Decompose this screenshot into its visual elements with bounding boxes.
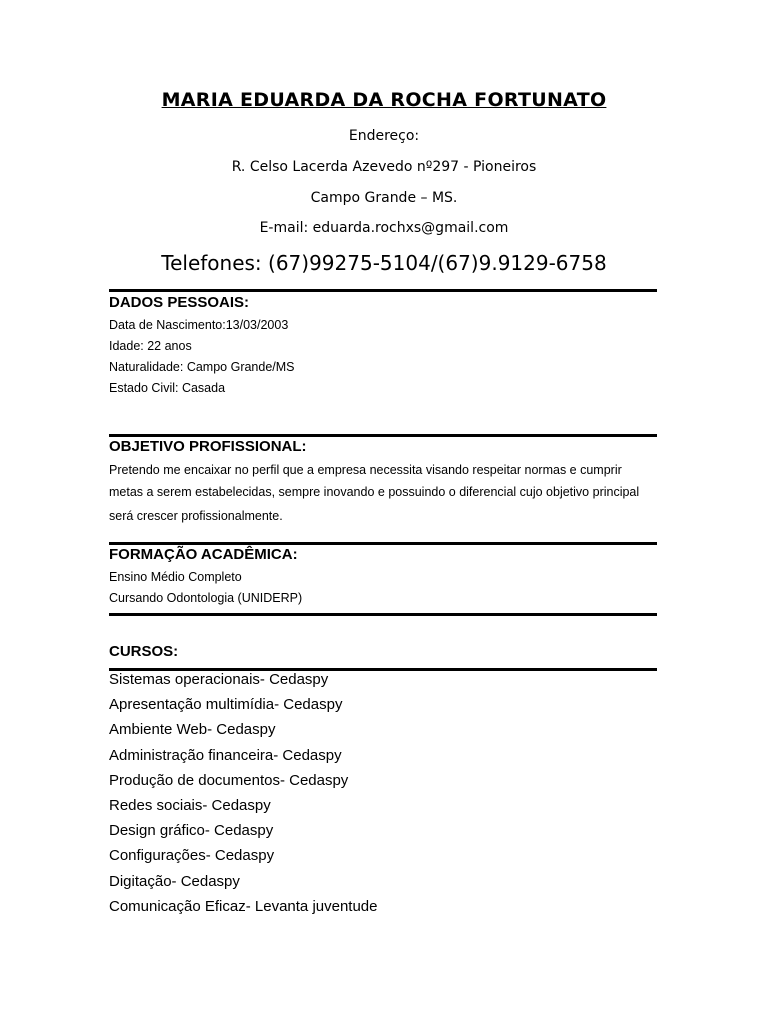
section-title-formacao: FORMAÇÃO ACADÊMICA: bbox=[109, 546, 298, 563]
course-item: Comunicação Eficaz- Levanta juventude bbox=[109, 898, 378, 915]
dados-item: Estado Civil: Casada bbox=[109, 381, 226, 395]
course-item: Redes sociais- Cedaspy bbox=[109, 797, 271, 814]
address-label: Endereço: bbox=[348, 128, 420, 144]
section-title-objetivo: OBJETIVO PROFISSIONAL: bbox=[109, 438, 307, 455]
course-item: Apresentação multimídia- Cedaspy bbox=[109, 696, 343, 713]
section-divider bbox=[109, 542, 657, 545]
course-item: Ambiente Web- Cedaspy bbox=[109, 721, 276, 738]
candidate-name: MARIA EDUARDA DA ROCHA FORTUNATO bbox=[161, 89, 607, 111]
street-address: R. Celso Lacerda Azevedo nº297 - Pioneiros bbox=[231, 159, 537, 175]
objetivo-line: Pretendo me encaixar no perfil que a empresa necessita visando respeitar normas e cumprir bbox=[109, 463, 622, 477]
objetivo-line: será crescer profissionalmente. bbox=[109, 509, 283, 523]
course-item: Configurações- Cedaspy bbox=[109, 847, 275, 864]
dados-item: Idade: 22 anos bbox=[109, 339, 192, 353]
phones-line: Telefones: (67)99275-5104/(67)9.9129-6758 bbox=[161, 251, 607, 275]
course-item: Produção de documentos- Cedaspy bbox=[109, 772, 349, 789]
email-line: E-mail: eduarda.rochxs@gmail.com bbox=[259, 220, 509, 236]
dados-item: Naturalidade: Campo Grande/MS bbox=[109, 360, 295, 374]
course-item: Digitação- Cedaspy bbox=[109, 873, 240, 890]
section-title-dados-pessoais: DADOS PESSOAIS: bbox=[109, 294, 250, 311]
course-item: Design gráfico- Cedaspy bbox=[109, 822, 274, 839]
city-state: Campo Grande – MS. bbox=[310, 190, 458, 206]
section-divider bbox=[109, 613, 657, 616]
section-divider bbox=[109, 434, 657, 437]
course-item: Administração financeira- Cedaspy bbox=[109, 747, 342, 764]
objetivo-line: metas a serem estabelecidas, sempre inovando e possuindo o diferencial cujo objetivo principal bbox=[109, 485, 640, 499]
formacao-item: Ensino Médio Completo bbox=[109, 570, 242, 584]
section-title-cursos: CURSOS: bbox=[109, 643, 179, 660]
dados-item: Data de Nascimento:13/03/2003 bbox=[109, 318, 289, 332]
section-divider bbox=[109, 289, 657, 292]
course-item: Sistemas operacionais- Cedaspy bbox=[109, 671, 329, 688]
formacao-item: Cursando Odontologia (UNIDERP) bbox=[109, 591, 303, 605]
